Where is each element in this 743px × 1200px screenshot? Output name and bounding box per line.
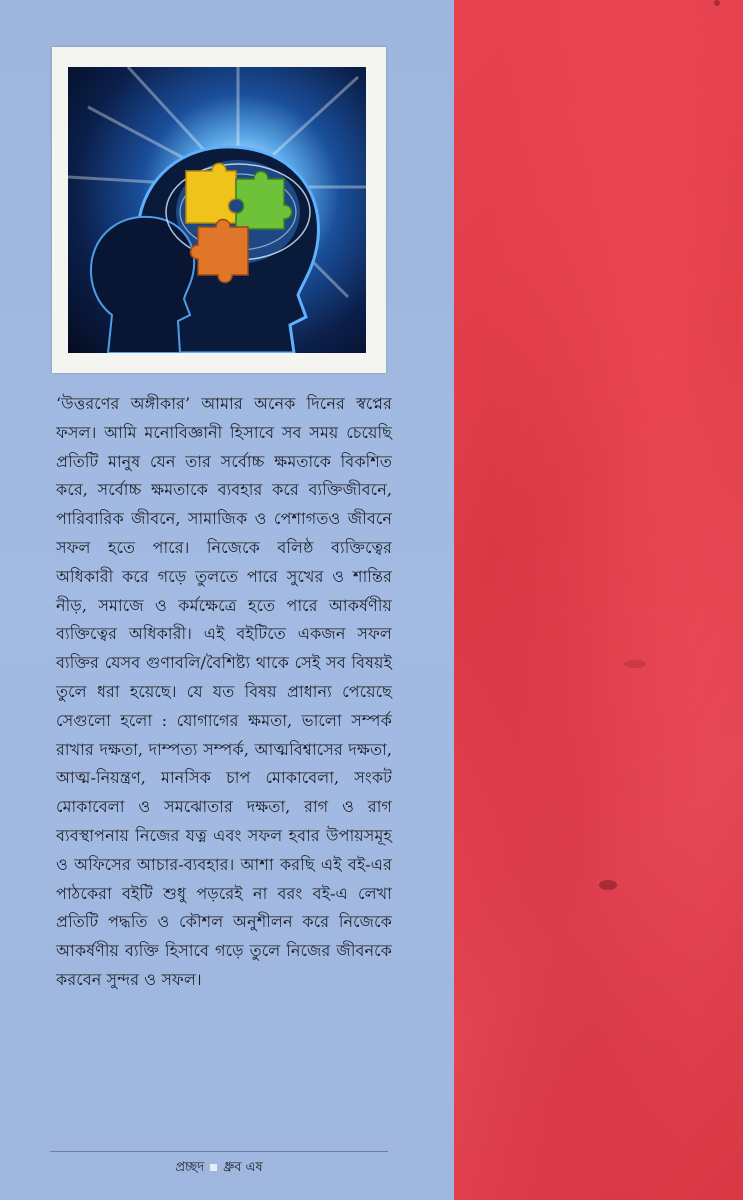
spine-blemish [599, 880, 617, 890]
puzzle-yellow-icon [186, 164, 236, 224]
cover-photo-frame [52, 47, 386, 373]
puzzle-green-icon [236, 172, 292, 230]
footer-divider [50, 1151, 388, 1152]
cover-credit [0, 1158, 438, 1179]
spine-blemish [714, 0, 720, 6]
separator-square-icon [210, 1164, 217, 1171]
book-description: ‘উত্তরণের অঙ্গীকার’ আমার অনেক দিনের স্বপ্নের ফসল। আমি মনোবিজ্ঞানী হিসাবে সব সময় চেয়েছি প্রতিটি মানুষ যেন তার সর্বোচ্চ ক্ষমতাকে বিকশিত করে, সর্বোচ্চ ক্ষমতাকে ব্যবহার করে ব্যক্তিজীবনে, পারিবারিক জীবনে, সামাজিক ও পেশাগতও জীবনে সফল হতে পারে। নিজেকে বলিষ্ঠ ব্যক্তিত্বের অধিকারী করে গড়ে তুলতে পারে সুখের ও শান্তির নীড়, সমাজে ও কর্মক্ষেত্রে হতে পারে আকর্ষণীয় ব্যক্তিত্বের অধিকারী। এই বইটিতে একজন সফল ব্যক্তির যেসব গুণাবলি/বৈশিষ্ট্য থাকে সেই সব বিষয়ই তুলে ধরা হয়েছে। যে যত বিষয় প্রাধান্য পেয়েছে সেগুলো হলো : যোগাগের ক্ষমতা, ভালো সম্পর্ক রাখার দক্ষতা, দাম্পত্য সম্পর্ক, আত্মবিশ্বাসের দক্ষতা, আত্ম-নিয়ন্ত্রণ, মানসিক চাপ মোকাবেলা, সংকট মোকাবেলা ও সমঝোতার দক্ষতা, রাগ ও রাগ ব্যবস্থাপনায় নিজের যত্ন এবং সফল হবার উপায়সমূহ ও অফিসের আচার-ব্যবহার। আশা করছি এই বই-এর পাঠকেরা বইটি শুধু পড়রেই না বরং বই-এ লেখা প্রতিটি পদ্ধতি ও কৌশল অনুশীলন করে নিজেকে আকর্ষণীয় ব্যক্তি হিসাবে গড়ে তুলে নিজের জীবনকে করবেন সুন্দর ও সফল। [56, 394, 392, 989]
cover-photo [68, 67, 366, 353]
puzzle-orange-icon [191, 220, 249, 283]
spine-blemish [624, 660, 646, 668]
spine-panel [454, 0, 743, 1200]
head-with-puzzle-pieces-icon [68, 67, 366, 353]
credit-label: প্রচ্ছদ [175, 1160, 205, 1175]
credit-name: ধ্রুব এষ [223, 1160, 263, 1175]
